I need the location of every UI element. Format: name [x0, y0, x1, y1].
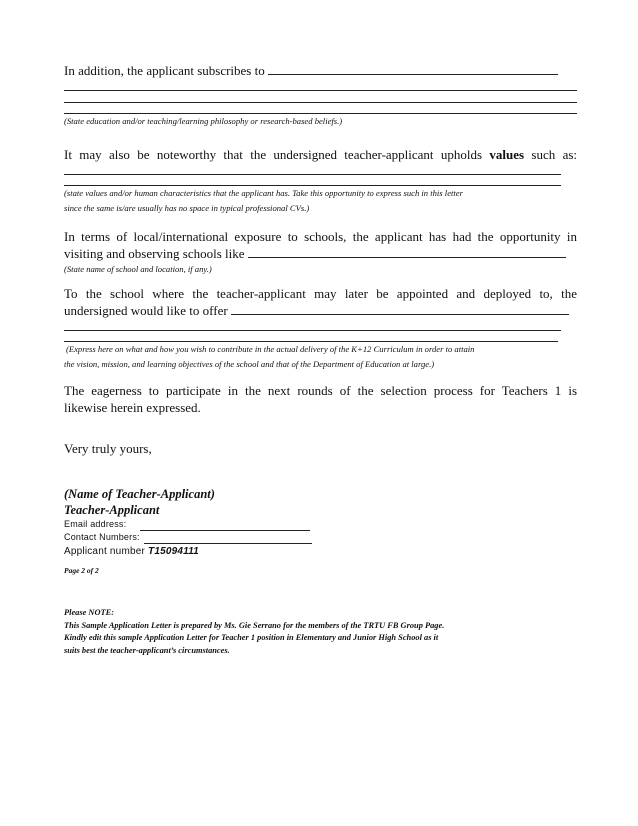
- contact-label: Contact Numbers:: [64, 532, 140, 542]
- subscribe-note: (State education and/or teaching/learning philosophy or research-based beliefs.): [64, 116, 343, 126]
- subscribe-lead: In addition, the applicant subscribes to: [64, 63, 265, 78]
- email-field[interactable]: [140, 521, 310, 531]
- subscribe-blank[interactable]: [268, 62, 558, 75]
- contact-field[interactable]: [144, 534, 312, 544]
- exposure-section: [64, 228, 577, 277]
- eagerness-section: [64, 382, 577, 416]
- offer-note-1: (Express here on what and how you wish to contribute in the actual delivery of the K+12 Curriculum in order to attain: [66, 344, 475, 354]
- values-section: [64, 146, 577, 216]
- applicant-title: Teacher-Applicant: [64, 503, 160, 517]
- values-note-2: since the same is/are usually has no space in typical professional CVs.): [64, 203, 310, 213]
- applicant-number: T15094111: [148, 546, 199, 557]
- eagerness-line-1: The eagerness to participate in the next rounds of the selection process for Teachers 1 is: [64, 383, 577, 398]
- applicant-name: (Name of Teacher-Applicant): [64, 487, 215, 501]
- exposure-line-1: In terms of local/international exposure to schools, the applicant has had the opportunity in: [64, 229, 577, 244]
- values-keyword: values: [489, 147, 525, 162]
- values-note-1: (state values and/or human characteristics that the applicant has. Take this opportunity to express such in this letter: [64, 188, 463, 198]
- values-rule-2[interactable]: [64, 175, 561, 186]
- applicant-number-label: Applicant number: [64, 546, 146, 557]
- footer-line-2: Kindly edit this sample Application Letter for Teacher 1 position in Elementary and Junior High School as it: [64, 633, 439, 642]
- page-number: Page 2 of 2: [64, 566, 99, 575]
- subscribe-rule-1[interactable]: [64, 79, 577, 91]
- offer-blank[interactable]: [231, 302, 569, 315]
- signature-block: [64, 486, 577, 559]
- offer-note-2: the vision, mission, and learning objectives of the school and that of the Department of Education at large.): [64, 359, 435, 369]
- offer-section: [64, 285, 577, 372]
- subscribe-rule-2[interactable]: [64, 91, 577, 103]
- footer-heading: Please NOTE:: [64, 608, 115, 617]
- email-label: Email address:: [64, 519, 127, 529]
- offer-rule-2[interactable]: [64, 331, 558, 342]
- footer-line-1: This Sample Application Letter is prepared by Ms. Gie Serrano for the members of the TRTU FB Group Page.: [64, 620, 445, 630]
- values-rule-1[interactable]: [64, 163, 561, 175]
- closing-text: Very truly yours,: [64, 441, 152, 456]
- offer-line-2: undersigned would like to offer: [64, 303, 228, 318]
- values-text-after: such as:: [531, 147, 578, 162]
- closing-section: [64, 440, 577, 457]
- values-text-before: It may also be noteworthy that the undersigned teacher-applicant upholds: [64, 147, 483, 162]
- offer-line-1: To the school where the teacher-applicant may later be appointed and deployed to, the: [64, 286, 577, 301]
- exposure-blank[interactable]: [248, 245, 566, 258]
- subscribe-rule-3[interactable]: [64, 103, 577, 114]
- eagerness-line-2: likewise herein expressed.: [64, 400, 201, 415]
- footer-line-3: suits best the teacher-applicant’s circumstances.: [64, 645, 230, 655]
- exposure-line-2: visiting and observing schools like: [64, 246, 245, 261]
- subscribe-section: [64, 62, 577, 129]
- footer-note: [64, 607, 584, 657]
- page-number-block: [64, 560, 577, 578]
- offer-rule-1[interactable]: [64, 319, 561, 331]
- exposure-note: (State name of school and location, if any.): [64, 264, 212, 274]
